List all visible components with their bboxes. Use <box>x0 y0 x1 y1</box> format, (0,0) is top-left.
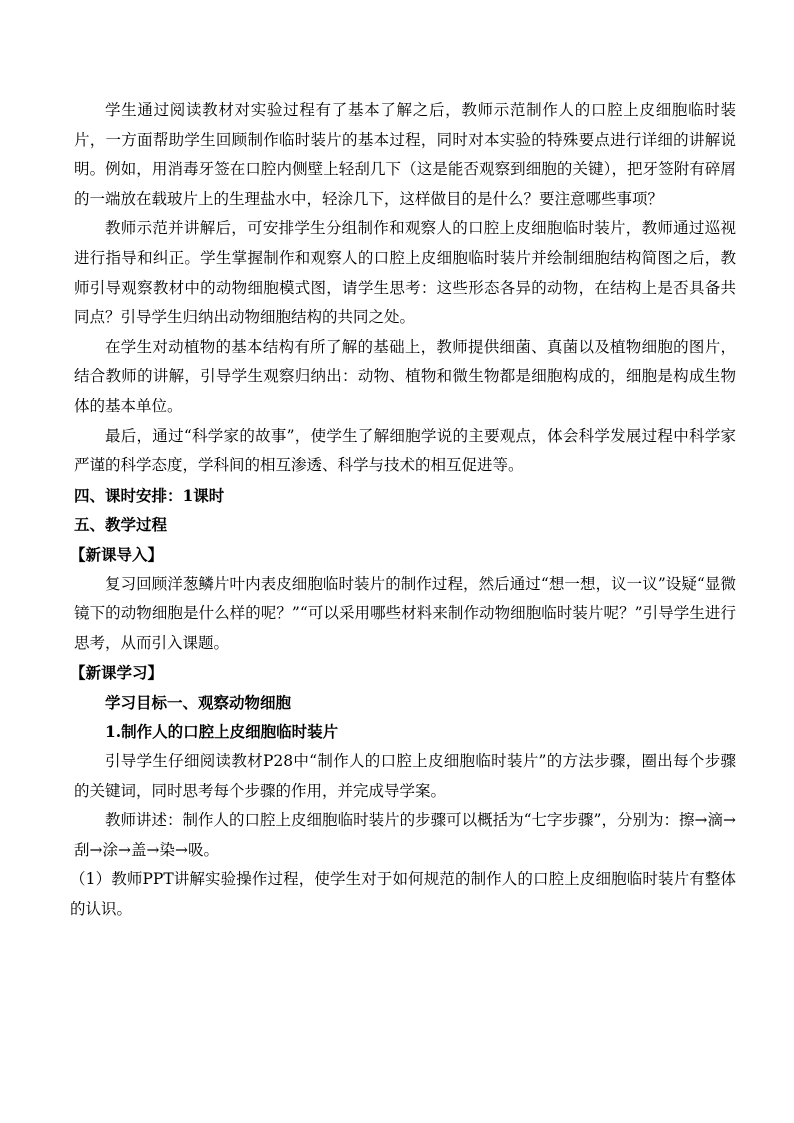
heading-goal-one: 学习目标一、观察动物细胞 <box>105 692 292 712</box>
heading-intro: 【新课导入】 <box>70 544 164 564</box>
paragraph-seven-steps: 教师讲述：制作人的口腔上皮细胞临时装片的步骤可以概括为“七字步骤”，分别为：擦→滴→刮→涂→盖→染→吸。 <box>74 811 736 859</box>
heading-schedule: 四、课时安排：1课时 <box>74 485 225 505</box>
paragraph-scientist-story: 最后，通过“科学家的故事”，使学生了解细胞学说的主要观点，体会科学发展过程中科学家严谨的科学态度，学科间的相互渗透、科学与技术的相互促进等。 <box>74 426 736 475</box>
heading-process: 五、教学过程 <box>74 515 168 535</box>
document-page <box>70 96 736 925</box>
paragraph-cell-unit: 在学生对动植物的基本结构有所了解的基础上，教师提供细菌、真菌以及植物细胞的图片，结合教师的讲解，引导学生观察归纳出：动物、植物和微生物都是细胞构成的，细胞是构成生物体的基本单位。 <box>74 337 736 415</box>
paragraph-demo: 学生通过阅读教材对实验过程有了基本了解之后，教师示范制作人的口腔上皮细胞临时装片，一方面帮助学生回顾制作临时装片的基本过程，同时对本实验的特殊要点进行详细的讲解说明。例如，用消毒牙签在口腔内侧壁上轻刮几下（这是能否观察到细胞的关键），把牙签附有碎屑的一端放在载玻片上的生理盐水中，轻涂几下，这样做目的是什么？要注意哪些事项？ <box>74 101 736 208</box>
paragraph-read-textbook: 引导学生仔细阅读教材P28中“制作人的口腔上皮细胞临时装片”的方法步骤，圈出每个步骤的关键词，同时思考每个步骤的作用，并完成导学案。 <box>74 752 736 800</box>
paragraph-ppt-explain: （1）教师PPT讲解实验操作过程，使学生对于如何规范的制作人的口腔上皮细胞临时装片有整体的认识。 <box>70 870 736 919</box>
heading-step-one: 1.制作人的口腔上皮细胞临时装片 <box>105 722 339 742</box>
heading-study: 【新课学习】 <box>70 663 164 683</box>
paragraph-intro: 复习回顾洋葱鳞片叶内表皮细胞临时装片的制作过程，然后通过“想一想，议一议”设疑“显微镜下的动物细胞是什么样的呢？”“可以采用哪些材料来制作动物细胞临时装片呢？”引导学生进行思考，从而引入课题。 <box>74 574 736 652</box>
paragraph-group-work: 教师示范并讲解后，可安排学生分组制作和观察人的口腔上皮细胞临时装片，教师通过巡视进行指导和纠正。学生掌握制作和观察人的口腔上皮细胞临时装片并绘制细胞结构简图之后，教师引导观察教材中的动物细胞模式图，请学生思考：这些形态各异的动物，在结构上是否具备共同点？引导学生归纳出动物细胞结构的共同之处。 <box>74 219 736 327</box>
